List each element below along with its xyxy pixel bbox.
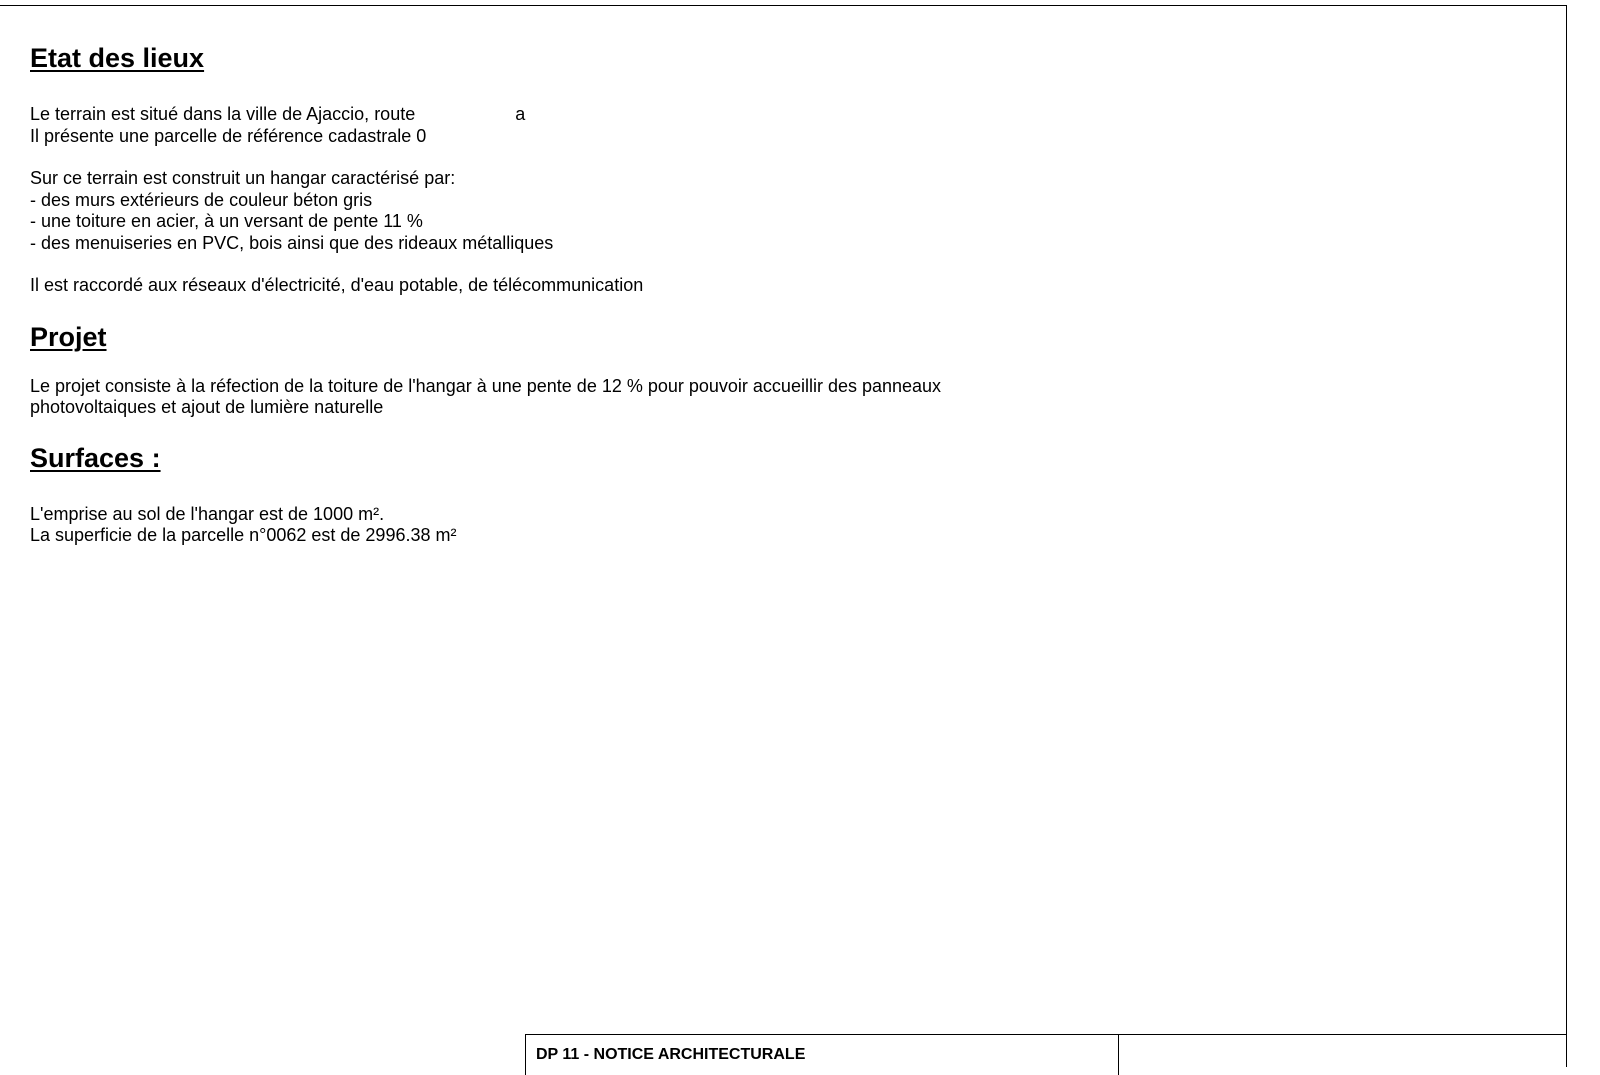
networks-line: Il est raccordé aux réseaux d'électricité, d'eau potable, de télécommunication [30, 275, 644, 295]
location-line [30, 104, 1130, 126]
title-block-label: DP 11 - NOTICE ARCHITECTURALE [526, 1035, 1119, 1075]
surface-line: L'emprise au sol de l'hangar est de 1000 m². [30, 503, 385, 524]
title-block [525, 1034, 1567, 1075]
feature-item: - des menuiseries en PVC, bois ainsi que des rideaux métalliques [30, 232, 554, 253]
title-block-empty-cell [1119, 1035, 1567, 1075]
projet-line: Le projet consiste à la réfection de la toiture de l'hangar à une pente de 12 % pour pouvoir accueillir des panneaux [30, 375, 942, 396]
projet-line: photovoltaiques et ajout de lumière naturelle [30, 397, 384, 417]
cadastral-line: Il présente une parcelle de référence cadastrale 0 [30, 125, 427, 146]
section-title-etat-des-lieux: Etat des lieux [30, 43, 205, 73]
surface-line: La superficie de la parcelle n°0062 est de 2996.38 m² [30, 525, 457, 545]
feature-item: - des murs extérieurs de couleur béton gris [30, 189, 373, 210]
description-intro: Sur ce terrain est construit un hangar caractérisé par: [30, 168, 456, 188]
location-suffix: a [515, 104, 526, 124]
location-text: Le terrain est situé dans la ville de Ajaccio, route [30, 104, 416, 124]
feature-item: - une toiture en acier, à un versant de pente 11 % [30, 211, 423, 231]
section-title-projet: Projet [30, 321, 107, 352]
document-content [30, 40, 1130, 547]
section-title-surfaces: Surfaces : [30, 442, 161, 473]
